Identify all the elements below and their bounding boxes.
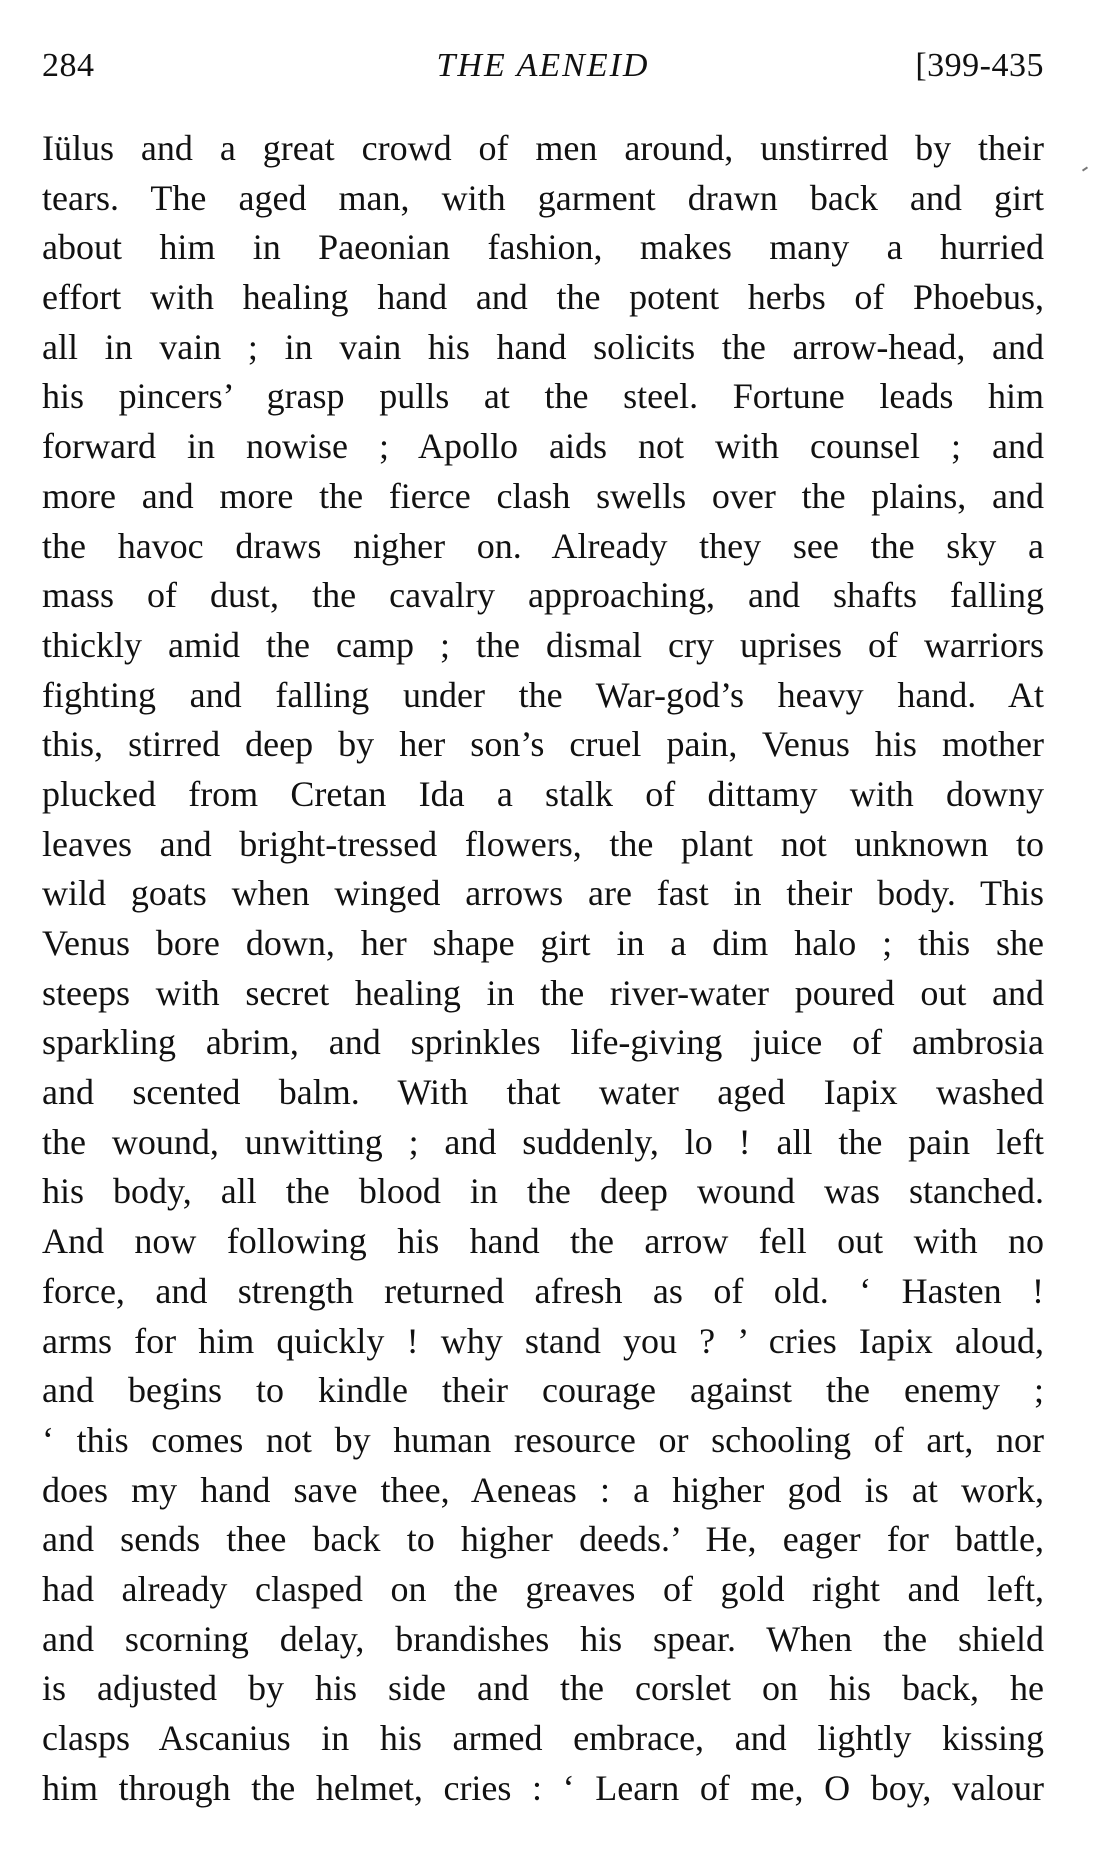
text-line: the havoc draws nigher on. Already they see the sky a [42, 525, 1044, 566]
text-line: tears. The aged man, with garment drawn back and girt [42, 177, 1044, 218]
text-line: him through the helmet, cries : ‘ Learn of me, O boy, valour [42, 1767, 1044, 1808]
text-line: his body, all the blood in the deep wound was stanched. [42, 1171, 1044, 1212]
text-line: forward in nowise ; Apollo aids not with counsel ; and [42, 426, 1044, 467]
text-line: fighting and falling under the War-god’s heavy hand. At [42, 674, 1044, 715]
line-range: [399-435 [915, 47, 1044, 84]
text-line: clasps Ascanius in his armed embrace, and lightly kissing [42, 1718, 1044, 1758]
text-line: all in vain ; in vain his hand solicits the arrow-head, and [42, 326, 1044, 367]
page-number: 284 [42, 47, 95, 84]
text-line: Venus bore down, her shape girt in a dim halo ; this she [42, 923, 1044, 963]
text-line: thickly amid the camp ; the dismal cry uprises of warriors [42, 624, 1044, 665]
text-line: does my hand save thee, Aeneas : a higher god is at work, [42, 1469, 1044, 1510]
text-line: ‘ this comes not by human resource or schooling of art, nor [42, 1419, 1044, 1460]
text-line: and begins to kindle their courage against the enemy ; [42, 1370, 1044, 1411]
text-line: his pincers’ grasp pulls at the steel. Fortune leads him [42, 376, 1044, 417]
text-line: the wound, unwitting ; and suddenly, lo ! all the pain left [42, 1121, 1044, 1162]
text-line: and scorning delay, brandishes his spear. When the shield [42, 1618, 1044, 1659]
margin-mark [1082, 166, 1088, 171]
running-title: THE AENEID [436, 47, 650, 84]
text-line: mass of dust, the cavalry approaching, and shafts falling [42, 575, 1044, 616]
running-header [42, 40, 1044, 92]
text-line: force, and strength returned afresh as of old. ‘ Hasten ! [42, 1270, 1044, 1311]
text-line: is adjusted by his side and the corslet on his back, he [42, 1668, 1044, 1709]
text-line: effort with healing hand and the potent herbs of Phoebus, [42, 277, 1044, 318]
text-line: plucked from Cretan Ida a stalk of dittamy with downy [42, 773, 1044, 814]
text-line: more and more the fierce clash swells over the plains, and [42, 475, 1044, 516]
text-line: Iülus and a great crowd of men around, unstirred by their [42, 128, 1044, 168]
text-line: had already clasped on the greaves of gold right and left, [42, 1568, 1044, 1609]
text-line: this, stirred deep by her son’s cruel pain, Venus his mother [42, 724, 1044, 765]
text-line: sparkling abrim, and sprinkles life-giving juice of ambrosia [42, 1022, 1044, 1063]
text-line: leaves and bright-tressed flowers, the plant not unknown to [42, 823, 1044, 864]
text-line: and sends thee back to higher deeds.’ He, eager for battle, [42, 1519, 1044, 1560]
text-line: about him in Paeonian fashion, makes many a hurried [42, 227, 1044, 268]
text-line: and scented balm. With that water aged Iapix washed [42, 1072, 1044, 1113]
text-line: steeps with secret healing in the river-water poured out and [42, 972, 1044, 1013]
text-line: wild goats when winged arrows are fast in their body. This [42, 873, 1044, 914]
body-text [42, 124, 1044, 1813]
text-line: And now following his hand the arrow fell out with no [42, 1221, 1044, 1262]
text-line: arms for him quickly ! why stand you ? ’ cries Iapix aloud, [42, 1320, 1044, 1361]
